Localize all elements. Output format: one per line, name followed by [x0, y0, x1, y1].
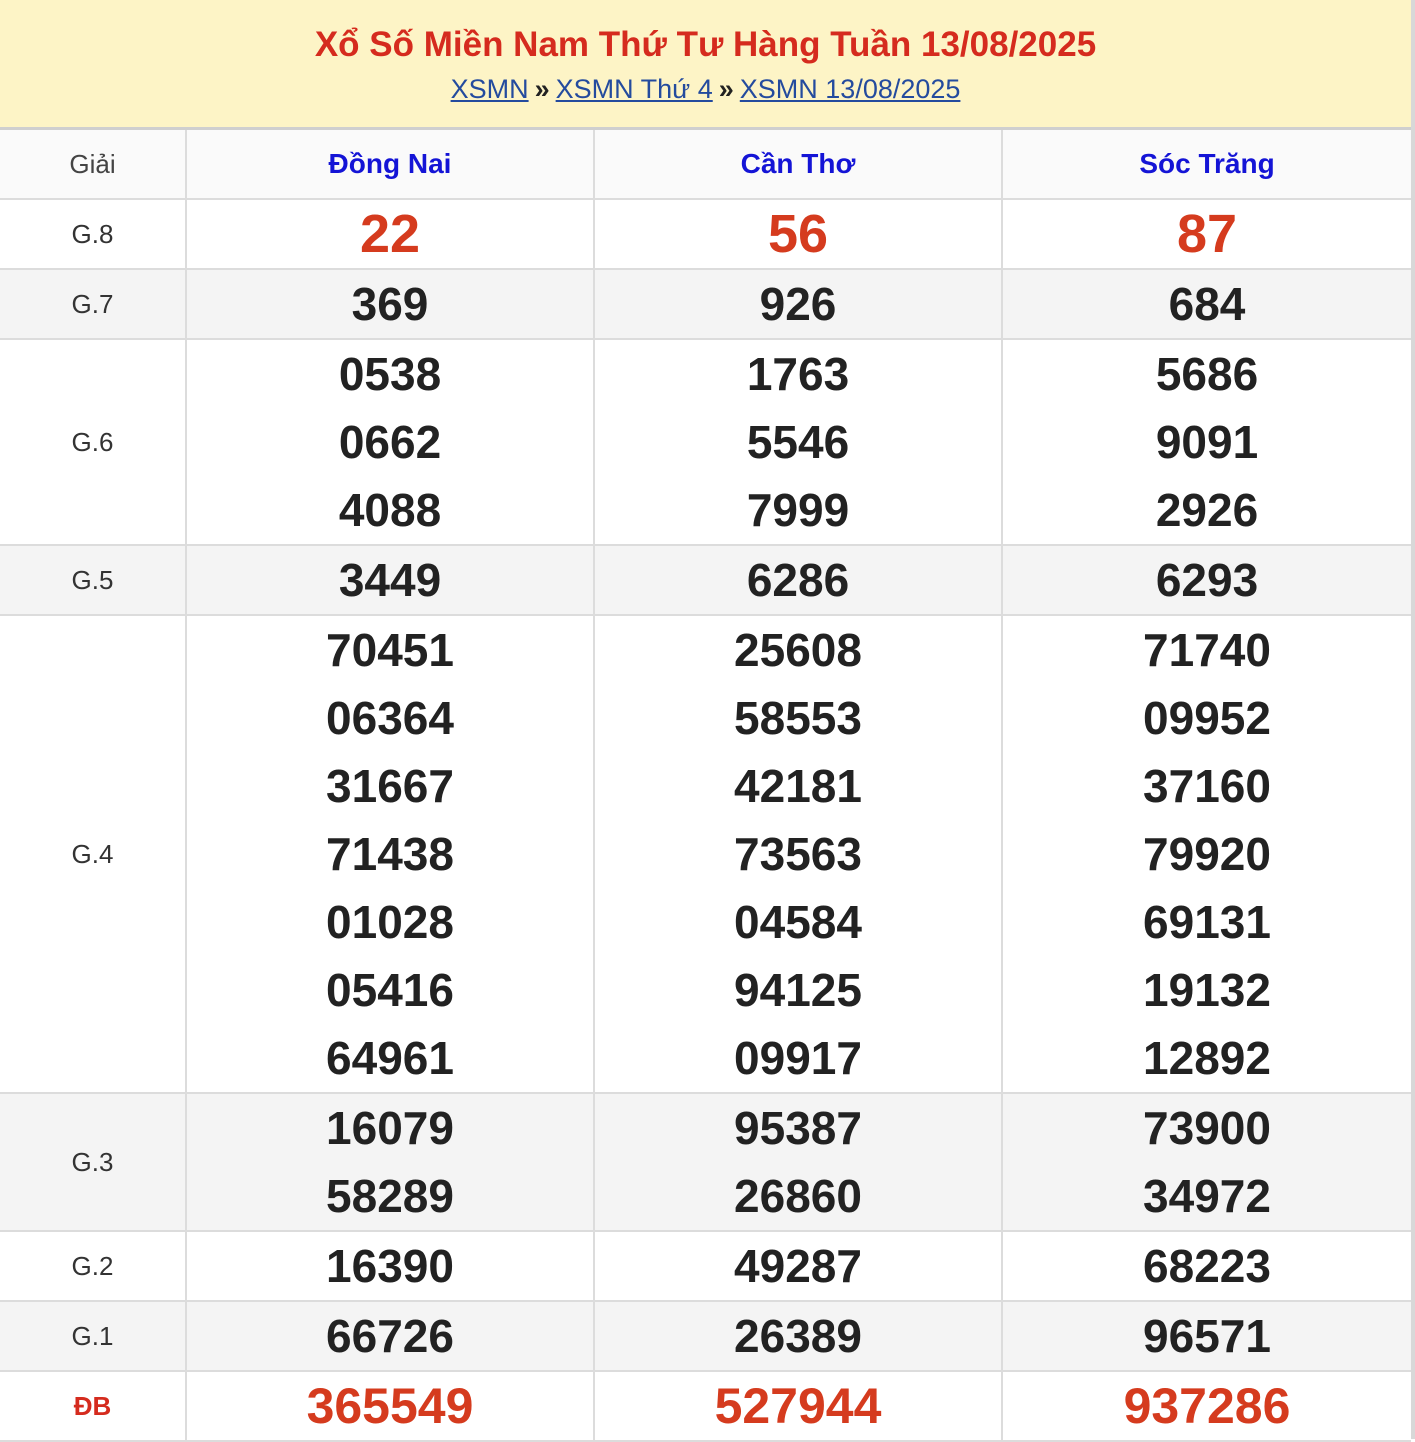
prize-number: 16390 — [326, 1240, 454, 1292]
prize-number: 5686 — [1155, 348, 1259, 400]
prize-cell — [594, 199, 1002, 269]
prize-number: 42181 — [734, 760, 862, 812]
prize-number: 37160 — [1143, 760, 1271, 812]
prize-number: 06364 — [326, 692, 454, 744]
breadcrumb-separator: » — [534, 74, 550, 104]
prize-cell — [186, 199, 594, 269]
prize-cell — [186, 615, 594, 1093]
prize-number: 6286 — [746, 554, 850, 606]
prize-label: G.4 — [0, 615, 186, 1093]
prize-label: G.3 — [0, 1093, 186, 1231]
prize-cell — [186, 1231, 594, 1301]
prize-number: 19132 — [1143, 964, 1271, 1016]
special-prize-number: 365549 — [306, 1378, 474, 1434]
breadcrumb-xsmn-thu-4[interactable]: XSMN Thứ 4 — [555, 74, 713, 104]
prize-cell — [1002, 1371, 1411, 1441]
prize-row — [0, 1371, 1411, 1441]
prize-row — [0, 615, 1411, 1093]
breadcrumb-xsmn[interactable]: XSMN — [450, 74, 529, 104]
prize-cell — [186, 1301, 594, 1371]
prize-row — [0, 1093, 1411, 1231]
prize-number: 04584 — [734, 896, 862, 948]
prize-label: G.8 — [0, 199, 186, 269]
prize-number: 73900 — [1143, 1102, 1271, 1154]
column-header-province[interactable]: Cần Thơ — [594, 130, 1002, 199]
prize-number: 49287 — [734, 1240, 862, 1292]
prize-number: 22 — [359, 204, 421, 264]
results-table — [0, 130, 1411, 1442]
prize-cell — [1002, 1093, 1411, 1231]
prize-number: 66726 — [326, 1310, 454, 1362]
prize-cell — [1002, 1301, 1411, 1371]
prize-number: 1763 — [746, 348, 850, 400]
prize-number: 4088 — [338, 484, 442, 536]
prize-number: 58289 — [326, 1170, 454, 1222]
prize-label: G.6 — [0, 339, 186, 545]
prize-number: 64961 — [326, 1032, 454, 1084]
breadcrumb-separator: » — [718, 74, 734, 104]
prize-label: ĐB — [0, 1371, 186, 1441]
prize-cell — [1002, 1231, 1411, 1301]
prize-number: 87 — [1176, 204, 1238, 264]
prize-number: 3449 — [338, 554, 442, 606]
prize-cell — [594, 545, 1002, 615]
prize-cell — [1002, 545, 1411, 615]
prize-number: 684 — [1168, 278, 1246, 330]
prize-number: 0538 — [338, 348, 442, 400]
column-header-province: Sóc Trăng — [1002, 130, 1411, 199]
prize-number: 09952 — [1143, 692, 1271, 744]
prize-number: 69131 — [1143, 896, 1271, 948]
prize-row — [0, 199, 1411, 269]
prize-number: 95387 — [734, 1102, 862, 1154]
prize-number: 70451 — [326, 624, 454, 676]
prize-cell — [594, 269, 1002, 339]
prize-cell — [594, 1231, 1002, 1301]
prize-label: G.7 — [0, 269, 186, 339]
results-header — [0, 0, 1411, 130]
prize-cell — [186, 339, 594, 545]
prize-number: 26389 — [734, 1310, 862, 1362]
prize-number: 7999 — [746, 484, 850, 536]
prize-number: 56 — [767, 204, 829, 264]
prize-cell — [186, 1093, 594, 1231]
prize-number: 26860 — [734, 1170, 862, 1222]
page-title: Xổ Số Miền Nam Thứ Tư Hàng Tuần 13/08/2025 — [314, 25, 1097, 64]
prize-number: 71438 — [326, 828, 454, 880]
special-prize-number: 937286 — [1123, 1378, 1291, 1434]
prize-row — [0, 339, 1411, 545]
prize-cell — [594, 615, 1002, 1093]
breadcrumb-xsmn-date[interactable]: XSMN 13/08/2025 — [739, 74, 961, 104]
prize-label: G.1 — [0, 1301, 186, 1371]
prize-number: 12892 — [1143, 1032, 1271, 1084]
prize-cell — [1002, 269, 1411, 339]
prize-number: 2926 — [1155, 484, 1259, 536]
prize-cell — [594, 1301, 1002, 1371]
column-header-province[interactable]: Đồng Nai — [186, 130, 594, 199]
prize-label: G.2 — [0, 1231, 186, 1301]
prize-number: 9091 — [1155, 416, 1259, 468]
prize-cell — [594, 1093, 1002, 1231]
prize-number: 09917 — [734, 1032, 862, 1084]
prize-number: 5546 — [746, 416, 850, 468]
prize-row — [0, 1301, 1411, 1371]
prize-number: 31667 — [326, 760, 454, 812]
prize-row — [0, 545, 1411, 615]
prize-label: G.5 — [0, 545, 186, 615]
prize-cell — [186, 269, 594, 339]
prize-cell — [594, 1371, 1002, 1441]
prize-row — [0, 1231, 1411, 1301]
prize-cell — [1002, 615, 1411, 1093]
prize-number: 94125 — [734, 964, 862, 1016]
prize-number: 71740 — [1143, 624, 1271, 676]
prize-number: 96571 — [1143, 1310, 1271, 1362]
prize-cell — [186, 545, 594, 615]
prize-row — [0, 269, 1411, 339]
prize-cell — [1002, 199, 1411, 269]
prize-number: 73563 — [734, 828, 862, 880]
prize-number: 68223 — [1143, 1240, 1271, 1292]
prize-table-body — [0, 199, 1411, 1441]
prize-number: 01028 — [326, 896, 454, 948]
prize-number: 926 — [759, 278, 837, 330]
prize-cell — [594, 339, 1002, 545]
prize-number: 0662 — [338, 416, 442, 468]
prize-cell — [1002, 339, 1411, 545]
prize-number: 16079 — [326, 1102, 454, 1154]
table-header-row — [0, 130, 1411, 199]
prize-number: 25608 — [734, 624, 862, 676]
prize-number: 6293 — [1155, 554, 1259, 606]
prize-number: 05416 — [326, 964, 454, 1016]
prize-number: 58553 — [734, 692, 862, 744]
breadcrumb — [0, 72, 1411, 106]
prize-cell — [186, 1371, 594, 1441]
special-prize-number: 527944 — [714, 1378, 882, 1434]
column-header-giai: Giải — [0, 130, 186, 199]
prize-number: 34972 — [1143, 1170, 1271, 1222]
prize-number: 369 — [351, 278, 429, 330]
prize-number: 79920 — [1143, 828, 1271, 880]
